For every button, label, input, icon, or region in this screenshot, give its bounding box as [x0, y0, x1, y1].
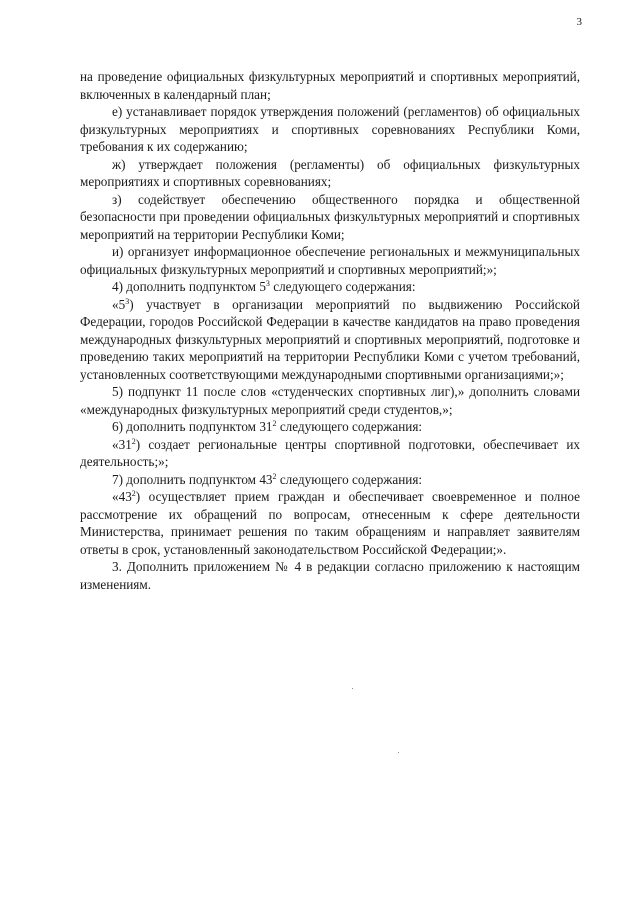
paragraph-item-i: и) организует информационное обеспечение региональных и межмуниципальных официальных физкультурных мероприятий и спортивных мероприятий;»;	[80, 244, 580, 277]
superscript: 2	[131, 489, 136, 498]
paragraph-item-zh: ж) утверждает положения (регламенты) об официальных физкультурных мероприятиях и спортивных соревнованиях;	[80, 156, 580, 189]
document-body	[80, 68, 580, 593]
text: ) осуществляет прием граждан и обеспечивает своевременное и полное рассмотрение их обращений по вопросам, отнесенным к сфере деятельности Министерства, принимает решения по таким обращениям и направляет заявителям ответы в срок, установленный законодательством Российской Федерации;».	[80, 489, 580, 557]
scan-speck	[398, 752, 399, 753]
text: ) создает региональные центры спортивной подготовки, обеспечивает их деятельность;»;	[80, 436, 580, 469]
superscript: 2	[131, 436, 136, 446]
paragraph-item-z: з) содействует обеспечению общественного порядка и общественной безопасности при проведении официальных физкультурных мероприятий и спортивных мероприятий на территории Республики Коми;	[80, 191, 580, 242]
superscript: 3	[265, 279, 270, 288]
text: 4) дополнить подпунктом 5	[112, 279, 266, 294]
text: «5	[112, 296, 126, 312]
paragraph-item-e: е) устанавливает порядок утверждения положений (регламентов) об официальных физкультурных мероприятиях и спортивных соревнованиях Республики Коми, требования к их содержанию;	[80, 104, 580, 154]
paragraph-continuation: на проведение официальных физкультурных мероприятий и спортивных мероприятий, включенных в календарный план;	[80, 69, 580, 102]
page-number: 3	[576, 16, 582, 28]
text: следующего содержания:	[269, 279, 416, 294]
text: ) участвует в организации мероприятий по выдвижению Российской Федерации, городов Российской Федерации в качестве кандидатов на право проведения международных физкультурных мероприятий и спортивных мероприятий, подготовке и проведению таких мероприятий на территории Республики Коми с учетом требований, установленных соответствующими международными спортивными организациями;»;	[80, 296, 580, 382]
paragraph-subpoint-5-3	[80, 296, 580, 384]
text: 6) дополнить подпунктом 31	[112, 419, 273, 434]
superscript: 3	[125, 296, 130, 306]
text: «31	[112, 436, 132, 452]
scan-speck	[352, 688, 353, 689]
superscript: 2	[272, 419, 277, 428]
paragraph-point-7	[80, 471, 580, 489]
text: следующего содержания:	[276, 471, 423, 487]
paragraph-subpoint-43-2	[80, 488, 580, 558]
paragraph-point-6	[80, 418, 580, 436]
text: 7) дополнить подпунктом 43	[112, 471, 273, 487]
superscript: 2	[272, 471, 277, 481]
paragraph-subpoint-31-2	[80, 436, 580, 471]
text: следующего содержания:	[276, 419, 423, 434]
paragraph-point-5: 5) подпункт 11 после слов «студенческих спортивных лиг),» дополнить словами «международных физкультурных мероприятий среди студентов,»;	[80, 384, 580, 417]
paragraph-point-4	[80, 278, 580, 296]
paragraph-point-3: 3. Дополнить приложением № 4 в редакции согласно приложению к настоящим изменениям.	[80, 559, 580, 592]
text: «43	[112, 489, 132, 504]
